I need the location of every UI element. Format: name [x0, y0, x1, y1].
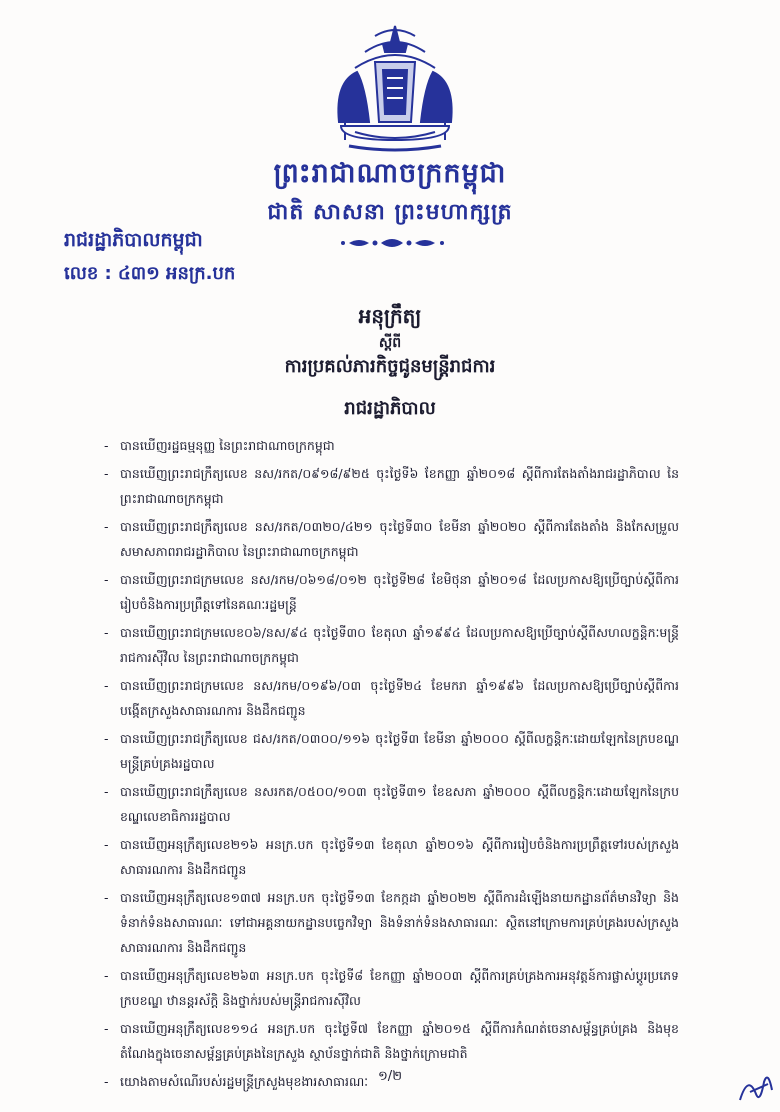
- preamble-clause: - បានឃើញអនុក្រឹត្យលេខ១១៤ អនក្រ.បក ចុះថ្ងៃទី៧ ខែកញ្ញា ឆ្នាំ២០១៥ ស្តីពីការកំណត់ចេនាសម្ព័ន្ធគ្រប់គ្រង និងមុខតំណែងក្នុងចេនាសម្ព័ន្ធគ្រប់គ្រងនៃក្រសួង ស្ថាប័នថ្នាក់ជាតិ និងថ្នាក់ក្រោមជាតិ: [104, 1016, 679, 1066]
- page-number: ១/២: [377, 1069, 403, 1084]
- document-subject: ការប្រគល់ភារកិច្ចជូនមន្ត្រីរាជការ: [284, 356, 496, 377]
- kingdom-name: ព្រះរាជាណាចក្រកម្ពុជា: [273, 158, 507, 189]
- preamble-clause: - បានឃើញព្រះរាជក្រមលេខ០៦/នស/៩៤ ចុះថ្ងៃទី៣០ ខែតុលា ឆ្នាំ១៩៩៤ ដែលប្រកាសឱ្យប្រើច្បាប់ស្តីពីសហលក្ខន្តិកៈមន្ត្រីរាជការស៊ីវិល នៃព្រះរាជាណាចក្រកម្ពុជា: [104, 620, 679, 670]
- preamble-clause: - បានឃើញអនុក្រឹត្យលេខ១៣៧ អនក្រ.បក ចុះថ្ងៃទី១៣ ខែកក្កដា ឆ្នាំ២០២២ ស្តីពីការដំឡើងនាយកដ្ឋានព័ត៌មានវិទ្យា និងទំនាក់ទំនងសាធារណៈ ទៅជាអគ្គនាយកដ្ឋានបច្ចេកវិទ្យា និងទំនាក់ទំនងសាធារណៈ ស្ថិតនៅក្រោមការគ្រប់គ្រងរបស់ក្រសួងសាធារណការ និងដឹកជញ្ជូន: [104, 885, 679, 960]
- document-title: អនុក្រឹត្យ: [358, 304, 422, 328]
- ornament-divider-icon: [335, 236, 450, 250]
- preamble-clause: - បានឃើញព្រះរាជក្រឹត្យលេខ ជស/រកត/០៣០០/១១៦ ចុះថ្ងៃទី៣ ខែមីនា ឆ្នាំ២០០០ ស្តីពីលក្ខន្តិកៈដោយឡែកនៃក្របខណ្ឌមន្ត្រីគ្រប់គ្រងរដ្ឋបាល: [104, 726, 679, 776]
- issuer-heading: រាជរដ្ឋាភិបាល: [344, 398, 436, 419]
- preamble-clause: - បានឃើញអនុក្រឹត្យលេខ២៦៣ អនក្រ.បក ចុះថ្ងៃទី៨ ខែកញ្ញា ឆ្នាំ២០០៣ ស្តីពីការគ្រប់គ្រងការអនុវត្តន៍ការផ្លាស់ប្តូរប្រភេទក្របខណ្ឌ ឋានន្តរស័ក្តិ និងថ្នាក់របស់មន្ត្រីរាជការស៊ីវិល: [104, 963, 679, 1013]
- preamble-clause: - បានឃើញព្រះរាជក្រមលេខ នស/រកម/០៦១៨/០១២ ចុះថ្ងៃទី២៨ ខែមិថុនា ឆ្នាំ២០១៨ ដែលប្រកាសឱ្យប្រើច្បាប់ស្តីពីការរៀបចំនិងការប្រព្រឹត្តទៅនៃគណៈរដ្ឋមន្ត្រី: [104, 567, 679, 617]
- preamble-clause: - យោងតាមសំណើរបស់រដ្ឋមន្ត្រីក្រសួងមុខងារសាធារណៈ: [104, 1069, 679, 1094]
- preamble-clause: - បានឃើញព្រះរាជក្រឹត្យលេខ នស/រកត/០៣២០/៤២១ ចុះថ្ងៃទី៣០ ខែមីនា ឆ្នាំ២០២០ ស្តីពីការតែងតាំង និងកែសម្រួលសមាសភាពរាជរដ្ឋាភិបាល នៃព្រះរាជាណាចក្រកម្ពុជា: [104, 514, 679, 564]
- preamble-clause: - បានឃើញព្រះរាជក្រមលេខ នស/រកម/០១៩៦/០៣ ចុះថ្ងៃទី២៤ ខែមករា ឆ្នាំ១៩៩៦ ដែលប្រកាសឱ្យប្រើច្បាប់ស្តីពីការបង្កើតក្រសួងសាធារណការ និងដឹកជញ្ជូន: [104, 673, 679, 723]
- royal-coat-of-arms-icon: [325, 22, 465, 152]
- preamble-clause: - បានឃើញអនុក្រឹត្យលេខ២១៦ អនក្រ.បក ចុះថ្ងៃទី១៣ ខែតុលា ឆ្នាំ២០១៦ ស្តីពីការរៀបចំនិងការប្រព្រឹត្តទៅរបស់ក្រសួងសាធារណការ និងដឹកជញ្ជូន: [104, 832, 679, 882]
- preamble-clause: - បានឃើញព្រះរាជក្រឹត្យលេខ នសរកត/០៥០០/១០៣ ចុះថ្ងៃទី៣១ ខែឧសភា ឆ្នាំ២០០០ ស្តីពីលក្ខន្តិកៈដោយឡែកនៃក្របខណ្ឌលេខាធិការរដ្ឋបាល: [104, 779, 679, 829]
- national-motto: ជាតិ សាសនា ព្រះមហាក្សត្រ: [267, 200, 513, 225]
- preamble-clause: - បានឃើញរដ្ឋធម្មនុញ្ញ នៃព្រះរាជាណាចក្រកម្ពុជា: [104, 433, 679, 458]
- issuing-government: រាជរដ្ឋាភិបាលកម្ពុជា: [64, 229, 203, 251]
- preamble-clause-list: [104, 433, 679, 1097]
- preamble-clause: - បានឃើញព្រះរាជក្រឹត្យលេខ នស/រកត/០៩១៨/៩២៥ ចុះថ្ងៃទី៦ ខែកញ្ញា ឆ្នាំ២០១៨ ស្តីពីការតែងតាំងរាជរដ្ឋាភិបាល នៃព្រះរាជាណាចក្រកម្ពុជា: [104, 461, 679, 511]
- reference-number: លេខ : ៤៣១ អនក្រ.បក: [64, 263, 236, 284]
- document-title-about: ស្តីពី: [378, 335, 402, 351]
- initials-signature-icon: [734, 1064, 778, 1108]
